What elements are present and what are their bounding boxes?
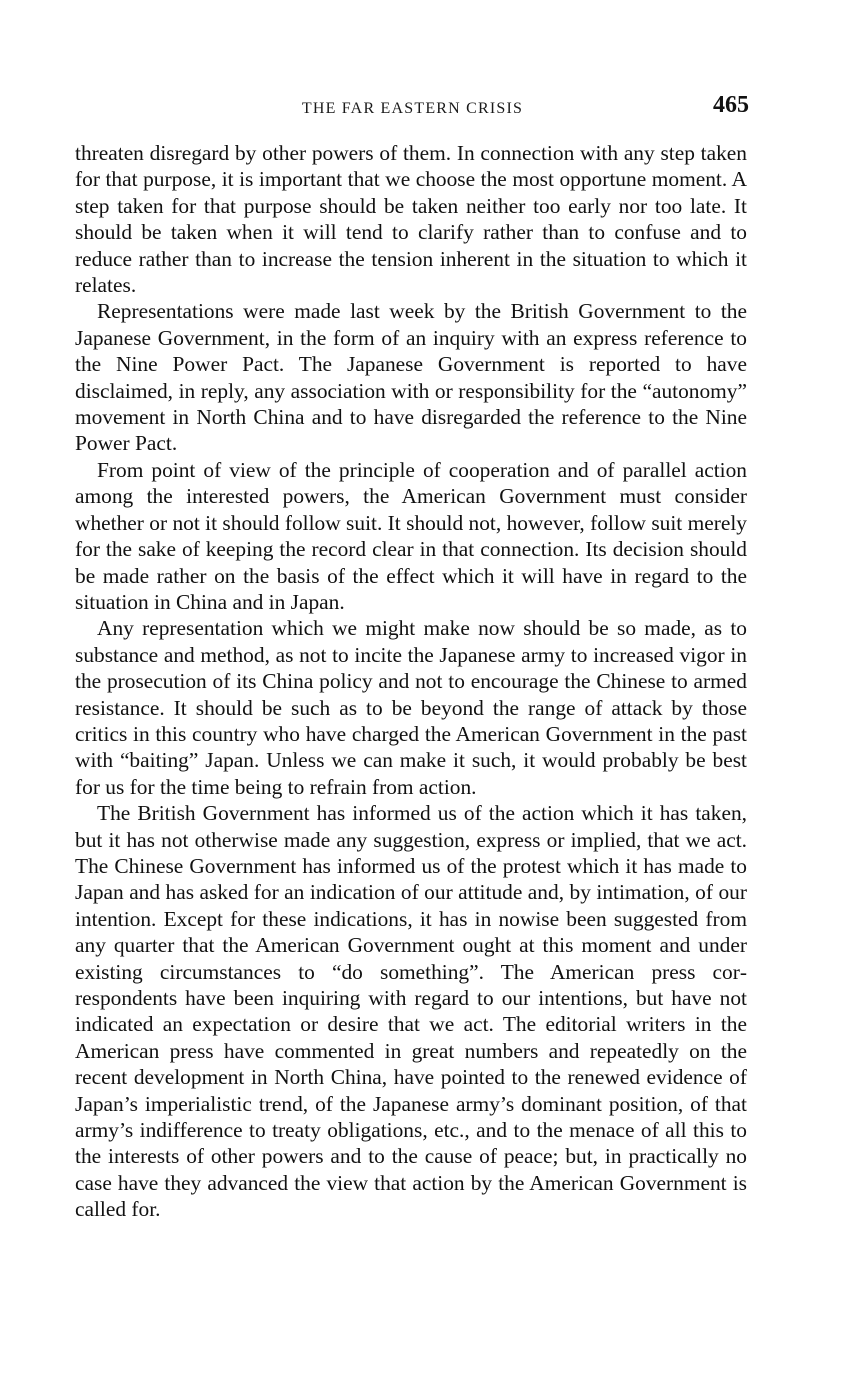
page-number: 465 — [713, 92, 749, 118]
paragraph-3: From point of view of the principle of cooperation and of parallel action among the interested powers, the American Government must consider whether or not it should follow suit. It should not, however, follow suit merely for the sake of keeping the record clear in that connection. Its decision should be made rather on the basis of the effect which it will have in regard to the situation in China and in Japan. — [75, 457, 747, 614]
paragraph-4: Any representation which we might make now should be so made, as to substance and method, as not to incite the Japanese army to increased vigor in the prosecution of its China policy and not to encourage the Chinese to armed resistance. It should be such as to be beyond the range of attack by those critics in this country who have charged the American Government in the past with “baiting” Japan. Unless we can make it such, it would probably be best for us for the time being to refrain from action. — [75, 616, 747, 799]
paragraph-1: threaten disregard by other powers of them. In connection with any step taken for that purpose, it is important that we choose the most opportune moment. A step taken for that purpose should be taken neither too early nor too late. It should be taken when it will tend to clarify rather than to confuse and to reduce rather than to increase the tension inherent in the situation to which it relates. — [75, 141, 747, 298]
body-text — [75, 140, 747, 1223]
running-title: THE FAR EASTERN CRISIS — [301, 100, 524, 117]
running-head — [76, 92, 749, 124]
paragraph-5: The British Government has informed us of the action which it has taken, but it has not otherwise made any suggestion, express or implied, that we act. The Chinese Government has informed us of the protest which it has made to Japan and has asked for an indication of our attitude and, by intimation, of our intention. Except for these indications, it has in nowise been suggested from any quarter that the American Government ought at this moment and under existing circumstances to “do something”. The American press correspondents have been inquiring with regard to our intentions, but have not indicated an expectation or desire that we act. The editorial writers in the American press have commented in great numbers and repeatedly on the recent development in North China, have pointed to the renewed evidence of Japan’s imperialistic trend, of the Japanese army’s dominant position, of that army’s indifference to treaty obligations, etc., and to the menace of all this to the interests of other powers and to the cause of peace; but, in practically no case have they advanced the view that action by the American Government is called for. — [75, 801, 747, 1222]
paragraph-2: Representations were made last week by the British Government to the Japanese Government, in the form of an inquiry with an express reference to the Nine Power Pact. The Japanese Government is reported to have disclaimed, in reply, any association with or responsibility for the “autonomy” movement in North China and to have disregarded the reference to the Nine Power Pact. — [75, 299, 747, 456]
